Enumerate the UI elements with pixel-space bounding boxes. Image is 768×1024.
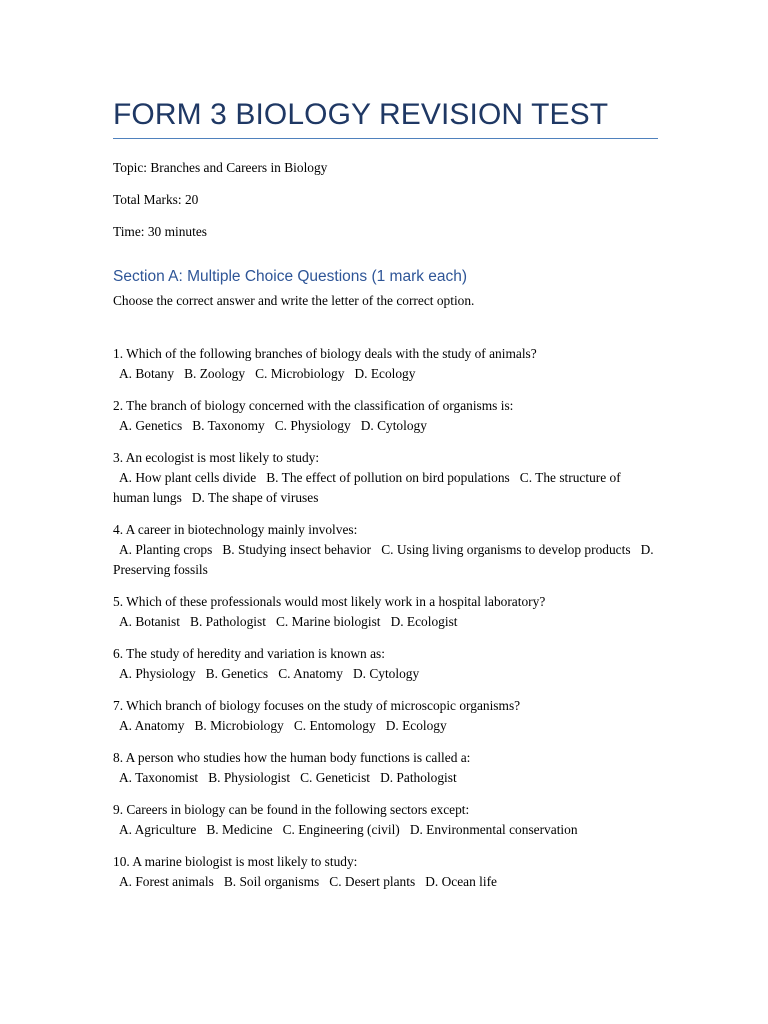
question-7	[113, 696, 658, 736]
option-d: D. Ecologist	[390, 614, 458, 629]
option-b: B. The effect of pollution on bird populations	[266, 470, 510, 485]
option-b: B. Physiologist	[208, 770, 291, 785]
question-stem: 7. Which branch of biology focuses on the study of microscopic organisms?	[113, 698, 521, 713]
option-c: C. Desert plants	[329, 874, 416, 889]
option-a: A. Forest animals	[118, 874, 214, 889]
option-c: C. Marine biologist	[275, 614, 381, 629]
option-c: C. Entomology	[293, 718, 376, 733]
question-stem: 9. Careers in biology can be found in the following sectors except:	[113, 802, 470, 817]
option-a: A. Planting crops	[118, 542, 213, 557]
document-title: FORM 3 BIOLOGY REVISION TEST	[113, 96, 658, 139]
option-a: A. Taxonomist	[118, 770, 199, 785]
option-b: B. Genetics	[205, 666, 269, 681]
option-c: C. Using living organisms to develop products	[381, 542, 631, 557]
option-b: B. Medicine	[206, 822, 273, 837]
question-stem: 5. Which of these professionals would most likely work in a hospital laboratory?	[113, 594, 546, 609]
option-a: A. Anatomy	[118, 718, 185, 733]
option-c: C. Physiology	[274, 418, 351, 433]
option-a: A. Genetics	[118, 418, 183, 433]
option-d: D. Pathologist	[380, 770, 457, 785]
section-a-instruction: Choose the correct answer and write the letter of the correct option.	[113, 293, 475, 308]
option-b: B. Zoology	[184, 366, 246, 381]
section-a-heading: Section A: Multiple Choice Questions (1 mark each)	[113, 268, 468, 285]
topic-line: Topic: Branches and Careers in Biology	[113, 160, 328, 175]
question-9	[113, 800, 658, 840]
question-2	[113, 396, 658, 436]
option-c: C. Engineering (civil)	[282, 822, 400, 837]
option-c: C. The structure of human lungs	[113, 470, 621, 505]
question-8	[113, 748, 658, 788]
option-d: D. Ecology	[385, 718, 447, 733]
option-d: D. Ecology	[354, 366, 416, 381]
option-d: D. Cytology	[360, 418, 427, 433]
total-marks-line: Total Marks: 20	[113, 192, 199, 207]
question-4	[113, 520, 658, 580]
question-10	[113, 852, 658, 892]
option-d: D. The shape of viruses	[191, 490, 319, 505]
option-d: D. Cytology	[352, 666, 420, 681]
option-b: B. Studying insect behavior	[222, 542, 372, 557]
option-a: A. Physiology	[118, 666, 196, 681]
option-a: A. Agriculture	[118, 822, 197, 837]
option-b: B. Pathologist	[190, 614, 266, 629]
question-3	[113, 448, 658, 508]
option-b: B. Microbiology	[194, 718, 284, 733]
option-a: A. How plant cells divide	[118, 470, 257, 485]
option-b: B. Soil organisms	[223, 874, 320, 889]
time-line: Time: 30 minutes	[113, 224, 207, 239]
option-c: C. Anatomy	[278, 666, 343, 681]
document-page	[113, 96, 658, 904]
option-d: D. Ocean life	[425, 874, 498, 889]
question-1	[113, 344, 658, 384]
question-list	[113, 344, 658, 892]
question-stem: 1. Which of the following branches of biology deals with the study of animals?	[113, 346, 537, 361]
question-stem: 4. A career in biotechnology mainly involves:	[113, 522, 358, 537]
option-d: D. Environmental conservation	[409, 822, 578, 837]
question-5	[113, 592, 658, 632]
option-b: B. Taxonomy	[192, 418, 265, 433]
option-d: D. Preserving fossils	[113, 542, 654, 577]
question-stem: 6. The study of heredity and variation is known as:	[113, 646, 385, 661]
question-stem: 2. The branch of biology concerned with the classification of organisms is:	[113, 398, 514, 413]
question-stem: 3. An ecologist is most likely to study:	[113, 450, 320, 465]
option-a: A. Botany	[118, 366, 175, 381]
option-c: C. Microbiology	[255, 366, 345, 381]
question-stem: 8. A person who studies how the human body functions is called a:	[113, 750, 471, 765]
question-stem: 10. A marine biologist is most likely to study:	[113, 854, 358, 869]
option-a: A. Botanist	[118, 614, 180, 629]
option-c: C. Geneticist	[300, 770, 371, 785]
question-6	[113, 644, 658, 684]
